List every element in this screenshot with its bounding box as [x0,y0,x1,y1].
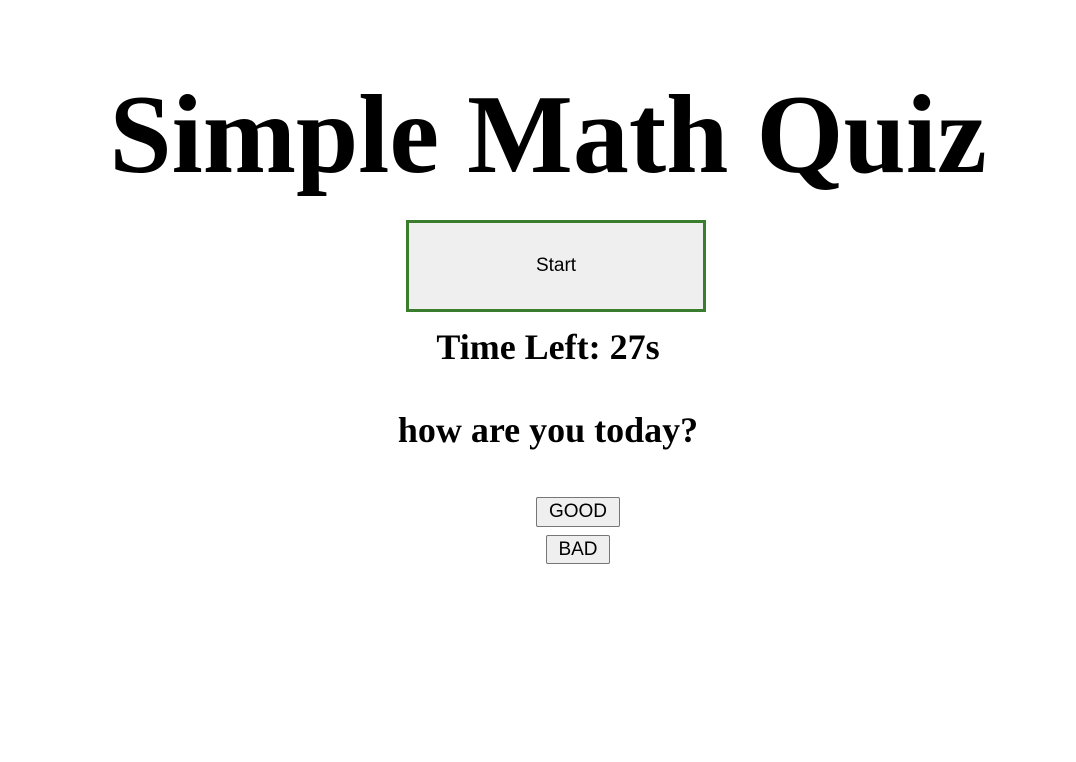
answer-good-button[interactable]: GOOD [536,497,620,527]
time-left-label: Time Left: 27s [436,327,660,367]
question-text: how are you today? [397,410,699,450]
page-title: Simple Math Quiz [109,73,987,197]
start-button[interactable]: Start [406,220,706,312]
answer-bad-button[interactable]: BAD [546,535,610,564]
